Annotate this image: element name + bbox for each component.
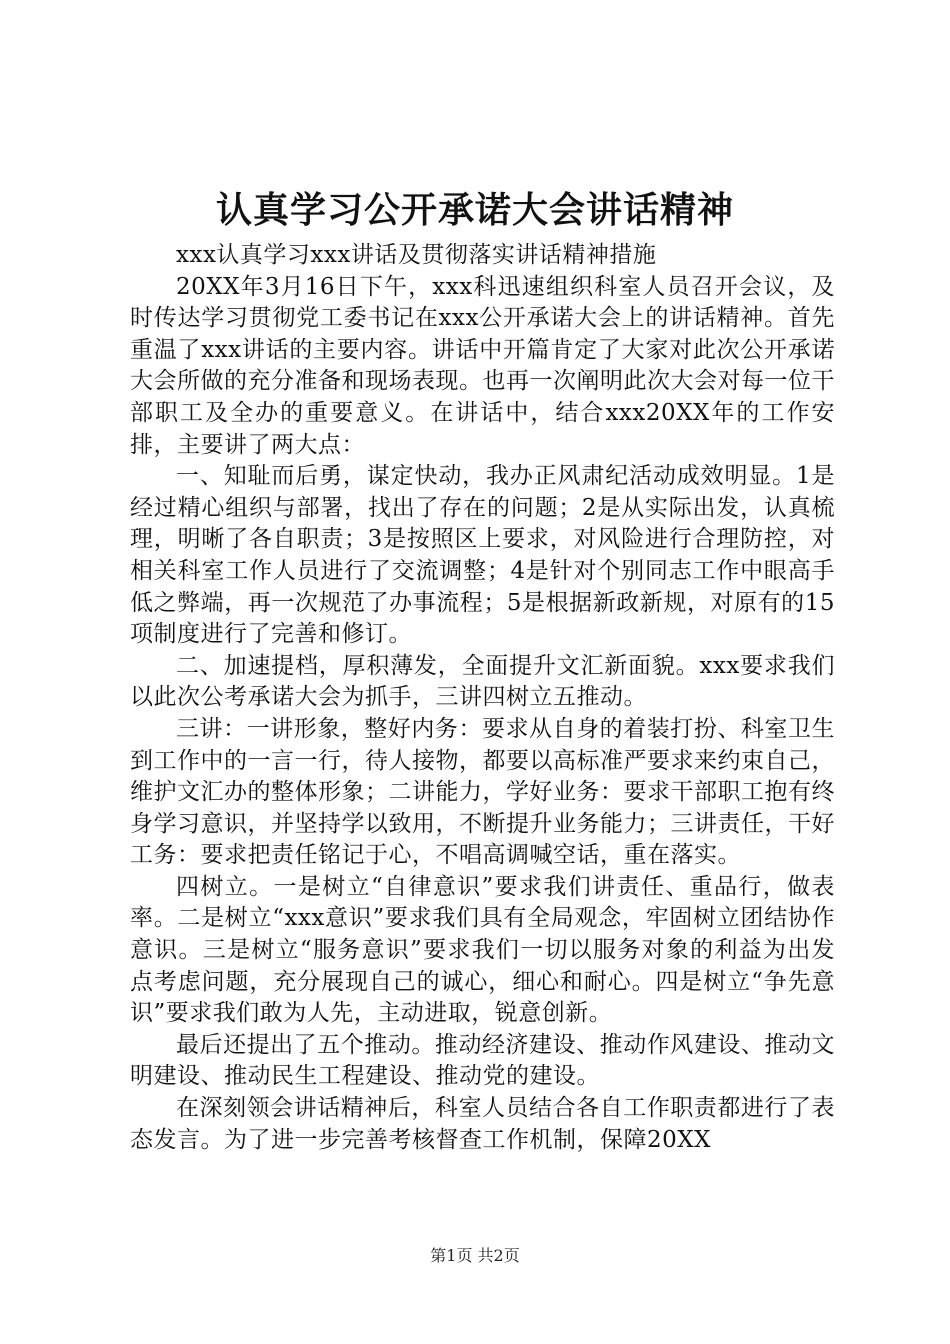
paragraph-four-establish: 四树立。一是树立“自律意识”要求我们讲责任、重品行，做表率。二是树立“xxx意识”要求我们具有全局观念，牢固树立团结协作意识。三是树立“服务意识”要求我们一切以服务对象的利益为出发点考虑问题，充分展现自己的诚心，细心和耐心。四是树立“争先意识”要求我们敢为人先，主动进取，锐意创新。 <box>130 873 835 1027</box>
document-body <box>130 240 835 1156</box>
page-number-footer: 第1页 共2页 <box>430 1246 520 1265</box>
paragraph-meeting-summary: 20XX年3月16日下午，xxx科迅速组织科室人员召开会议，及时传达学习贯彻党工委书记在xxx公开承诺大会上的讲话精神。首先重温了xxx讲话的主要内容。讲话中开篇肯定了大家对此次公开承诺大会所做的充分准备和现场表现。也再一次阐明此次大会对每一位干部职工及全办的重要意义。在讲话中，结合xxx20XX年的工作安排，主要讲了两大点： <box>130 273 835 458</box>
paragraph-point-one: 一、知耻而后勇，谋定快动，我办正风肃纪活动成效明显。1是经过精心组织与部署，找出了存在的问题；2是从实际出发，认真梳理，明晰了各自职责；3是按照区上要求，对风险进行合理防控，对相关科室工作人员进行了交流调整；4是针对个别同志工作中眼高手低之弊端，再一次规范了办事流程；5是根据新政新规，对原有的15项制度进行了完善和修订。 <box>130 463 835 648</box>
paragraph-subtitle: xxx认真学习xxx讲话及贯彻落实讲话精神措施 <box>176 242 657 268</box>
paragraph-three-talks: 三讲：一讲形象，整好内务：要求从自身的着装打扮、科室卫生到工作中的一言一行，待人接物，都要以高标准严要求来约束自己，维护文汇办的整体形象；二讲能力，学好业务：要求干部职工抱有终身学习意识，并坚持学以致用，不断提升业务能力；三讲责任，干好工务：要求把责任铭记于心，不唱高调喊空话，重在落实。 <box>130 715 835 869</box>
paragraph-five-promote: 最后还提出了五个推动。推动经济建设、推动作风建设、推动文明建设、推动民生工程建设、推动党的建设。 <box>130 1031 835 1090</box>
paragraph-statements: 在深刻领会讲话精神后，科室人员结合各自工作职责都进行了表态发言。为了进一步完善考核督查工作机制，保障20XX <box>130 1095 835 1153</box>
document-title: 认真学习公开承诺大会讲话精神 <box>215 189 734 231</box>
paragraph-point-two: 二、加速提档，厚积薄发，全面提升文汇新面貌。xxx要求我们以此次公考承诺大会为抓手，三讲四树立五推动。 <box>130 652 835 711</box>
